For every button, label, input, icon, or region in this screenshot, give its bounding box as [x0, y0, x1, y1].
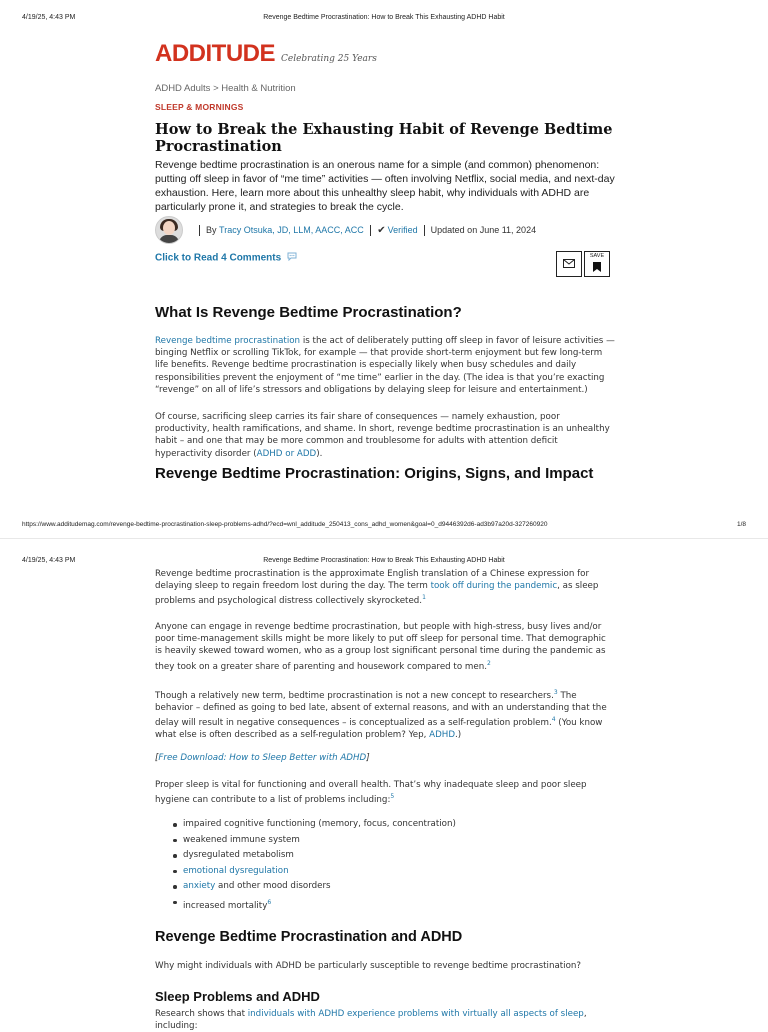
subsection-heading: Sleep Problems and ADHD: [155, 989, 320, 1004]
list-item: [183, 833, 615, 849]
paragraph-text: .): [455, 730, 462, 741]
page-separator: [0, 538, 768, 539]
divider: [424, 225, 425, 236]
paragraph: [155, 779, 615, 806]
bracket: [: [155, 753, 159, 763]
list-item: [183, 848, 615, 864]
list-item: [183, 864, 615, 880]
logo-tagline: Celebrating 25 Years: [281, 54, 377, 64]
print-datetime: 4/19/25, 4:43 PM: [22, 557, 76, 564]
footnote-ref[interactable]: 5: [390, 793, 395, 801]
free-download-link[interactable]: Free Download: How to Sleep Better with ADHD: [158, 753, 367, 763]
category-label[interactable]: SLEEP & MORNINGS: [155, 102, 244, 112]
print-url: https://www.additudemag.com/revenge-bedtime-procrastination-sleep-problems-adhd/?ecd=wnl_additude_250413_cons_adhd_women&goal=0_d9446392d6-ad3b97a20d-327260920: [22, 521, 548, 528]
paragraph-text: Of course, sacrificing sleep carries its fair share of consequences — namely exhaustion, poor productivity, health ramifications, and shame. In short, revenge bedtime procrastination is an unhealthy habit – and one that may be more common and troublesome for adults with attention deficit hyperactivity disorder (: [155, 412, 610, 459]
breadcrumb-subsection[interactable]: Health & Nutrition: [221, 83, 296, 94]
bookmark-icon: [593, 259, 601, 277]
divider: [370, 225, 372, 236]
email-share-button[interactable]: [556, 251, 582, 277]
paragraph: [155, 568, 615, 608]
inline-link[interactable]: individuals with ADHD experience problems with virtually all aspects of sleep: [247, 1009, 584, 1019]
paragraph-text: , as sleep problems and psychological distress collectively skyrocketed.: [155, 581, 599, 607]
paragraph: [155, 411, 615, 460]
footnote-ref[interactable]: 4: [551, 716, 556, 724]
breadcrumb: [155, 83, 615, 94]
save-label: SAVE: [589, 253, 605, 259]
site-logo[interactable]: [155, 40, 377, 68]
updated-date: Updated on June 11, 2024: [430, 225, 537, 235]
comments-link-label: Click to Read 4 Comments: [155, 252, 282, 264]
print-page-number: 1/8: [736, 521, 746, 528]
inline-link[interactable]: took off during the pandemic: [430, 581, 558, 592]
save-button[interactable]: [584, 251, 610, 277]
breadcrumb-separator: >: [210, 83, 222, 94]
paragraph: [155, 1008, 615, 1032]
comments-link[interactable]: [155, 252, 615, 264]
paragraph: [155, 621, 615, 673]
paragraph: [155, 335, 615, 396]
inline-link[interactable]: anxiety: [183, 881, 216, 891]
inline-link[interactable]: ADHD or ADD: [256, 448, 317, 459]
list-item-text: increased mortality: [183, 900, 268, 911]
author-link[interactable]: Tracy Otsuka, JD, LLM, AACC, ACC: [219, 225, 364, 235]
inline-link[interactable]: ADHD: [429, 730, 456, 741]
logo-wordmark: ADDITUDE: [155, 40, 275, 67]
list-item: [183, 895, 615, 914]
paragraph-text: Anyone can engage in revenge bedtime procrastination, but people with high-stress, busy lives and/or poor time-management skills might be more likely to put off sleep for personal time. That demographic is heavily skewed toward women, who as a group lost significant personal time during the pandemic as they took on a greater share of parenting and housework compared to men.: [155, 622, 606, 672]
breadcrumb-section[interactable]: ADHD Adults: [155, 83, 211, 94]
check-icon: ✔: [377, 224, 386, 236]
speech-bubble-icon: [287, 252, 297, 264]
list-item: [183, 817, 615, 833]
paragraph: [155, 687, 615, 742]
consequence-list: [155, 817, 615, 914]
section-heading: What Is Revenge Bedtime Procrastination?: [155, 304, 462, 321]
footnote-ref[interactable]: 3: [553, 689, 558, 696]
envelope-icon: [563, 255, 575, 273]
section-heading: Revenge Bedtime Procrastination and ADHD: [155, 929, 463, 945]
author-avatar[interactable]: [155, 216, 183, 244]
print-datetime: 4/19/25, 4:43 PM: [22, 14, 76, 21]
paragraph-text: (You know what else is often described as a self-regulation problem? Yep,: [155, 718, 603, 741]
paragraph: Why might individuals with ADHD be particularly susceptible to revenge bedtime procrastination?: [155, 961, 582, 971]
footnote-ref[interactable]: 6: [267, 898, 272, 906]
list-item-text: impaired cognitive functioning (memory, focus, concentration): [183, 819, 456, 829]
divider: [199, 225, 200, 236]
article-headline: How to Break the Exhausting Habit of Revenge Bedtime Procrastination: [155, 121, 613, 155]
footnote-ref[interactable]: 1: [422, 594, 426, 602]
paragraph-text: , including:: [155, 1009, 587, 1032]
print-title: Revenge Bedtime Procrastination: How to Break This Exhausting ADHD Habit: [263, 557, 505, 564]
inline-link[interactable]: emotional dysregulation: [183, 865, 289, 876]
list-item-text: dysregulated metabolism: [183, 850, 294, 860]
free-download-callout: [155, 752, 615, 764]
section-heading: Revenge Bedtime Procrastination: Origins, Signs, and Impact: [155, 465, 594, 482]
verified-link[interactable]: Verified: [387, 225, 418, 235]
list-item-text: and other mood disorders: [215, 881, 331, 891]
footnote-ref[interactable]: 2: [487, 659, 491, 667]
print-title: Revenge Bedtime Procrastination: How to Break This Exhausting ADHD Habit: [263, 14, 505, 21]
article-actions: [556, 251, 610, 277]
paragraph-text: ).: [316, 448, 323, 459]
paragraph-text: is the act of deliberately putting off sleep in favor of leisure activities — binging Netflix or scrolling TikTok, for example — that provide short-term enjoyment but few long-term life benefits. Revenge bedtime procrastination is especially likely when busy schedules and daily responsibilities prevent the enjoyment of “me time” earlier in the day. (The idea is that you’re exacting “revenge” on all of life’s stressors and obligations by delaying sleep for leisure and entertainment.): [155, 336, 615, 395]
paragraph-text: The behavior – defined as going to bed late, absent of external reasons, and with an understanding that the delay will result in negative consequences – is conceptualized as a self-regulation problem.: [155, 690, 607, 729]
bracket: ]: [366, 753, 370, 763]
article-dek: Revenge bedtime procrastination is an onerous name for a simple (and common) phenomenon: putting off sleep in favor of “me time” activities — often involving Netflix, social media, and next-day exhaustion. Here, learn more about this unhealthy sleep habit, why individuals with ADHD are particularly prone it, and strategies to break the cycle.: [155, 159, 615, 213]
paragraph-text: Proper sleep is vital for functioning and overall health. That’s why inadequate sleep and poor sleep hygiene can contribute to a list of problems including:: [155, 780, 587, 806]
inline-link[interactable]: Revenge bedtime procrastination: [155, 336, 301, 346]
paragraph-text: Research shows that: [155, 1009, 248, 1019]
paragraph-text: Though a relatively new term, bedtime procrastination is not a new concept to researchers.: [155, 690, 554, 701]
list-item: [183, 879, 615, 895]
byline: [155, 216, 615, 244]
byline-by: By: [206, 225, 217, 235]
paragraph-text: Revenge bedtime procrastination is the approximate English translation of a Chinese expression for delaying sleep to regain freedom lost during the day. The term: [155, 569, 590, 592]
list-item-text: weakened immune system: [183, 834, 300, 845]
